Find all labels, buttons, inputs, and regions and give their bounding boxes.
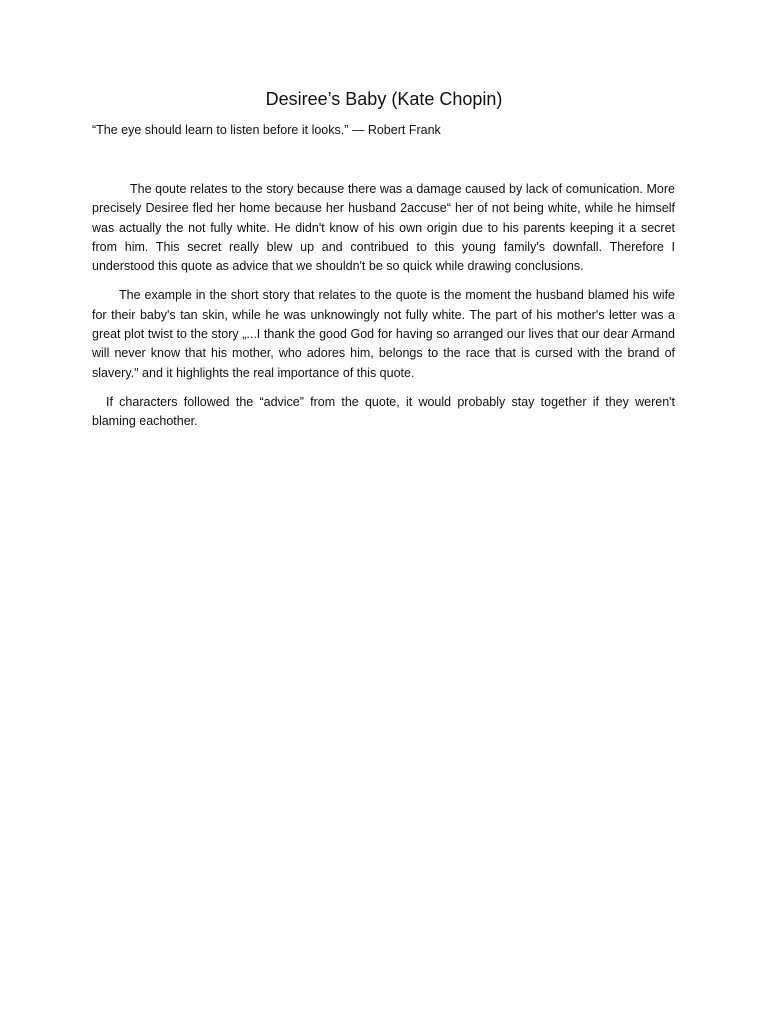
document-title: Desiree’s Baby (Kate Chopin) bbox=[265, 89, 503, 109]
paragraph-1: The qoute relates to the story because there was a damage caused by lack of comunication. More precisely Desiree fled her home because her husband 2accuse“ her of not being white, while he himself was actually the not fully white. He didn't know of his own origin due to his parents keeping it a secret from him. This secret really blew up and contribued to this young family's downfall. Therefore I understood this quote as advice that we shouldn't be so quick while drawing conclusions. bbox=[92, 182, 675, 274]
document-body bbox=[92, 180, 675, 442]
paragraph-3: If characters followed the “advice” from the quote, it would probably stay together if they weren't blaming eachother. bbox=[92, 394, 675, 429]
epigraph-quote: “The eye should learn to listen before it looks.” — Robert Frank bbox=[92, 123, 441, 137]
paragraph-2: The example in the short story that relates to the quote is the moment the husband blamed his wife for their baby's tan skin, while he was unknowingly not fully white. The part of his mother's letter was a great plot twist to the story „...I thank the good God for having so arranged our lives that our dear Armand will never know that his mother, who adores him, belongs to the race that is cursed with the brand of slavery." and it highlights the real importance of this quote. bbox=[92, 288, 675, 380]
